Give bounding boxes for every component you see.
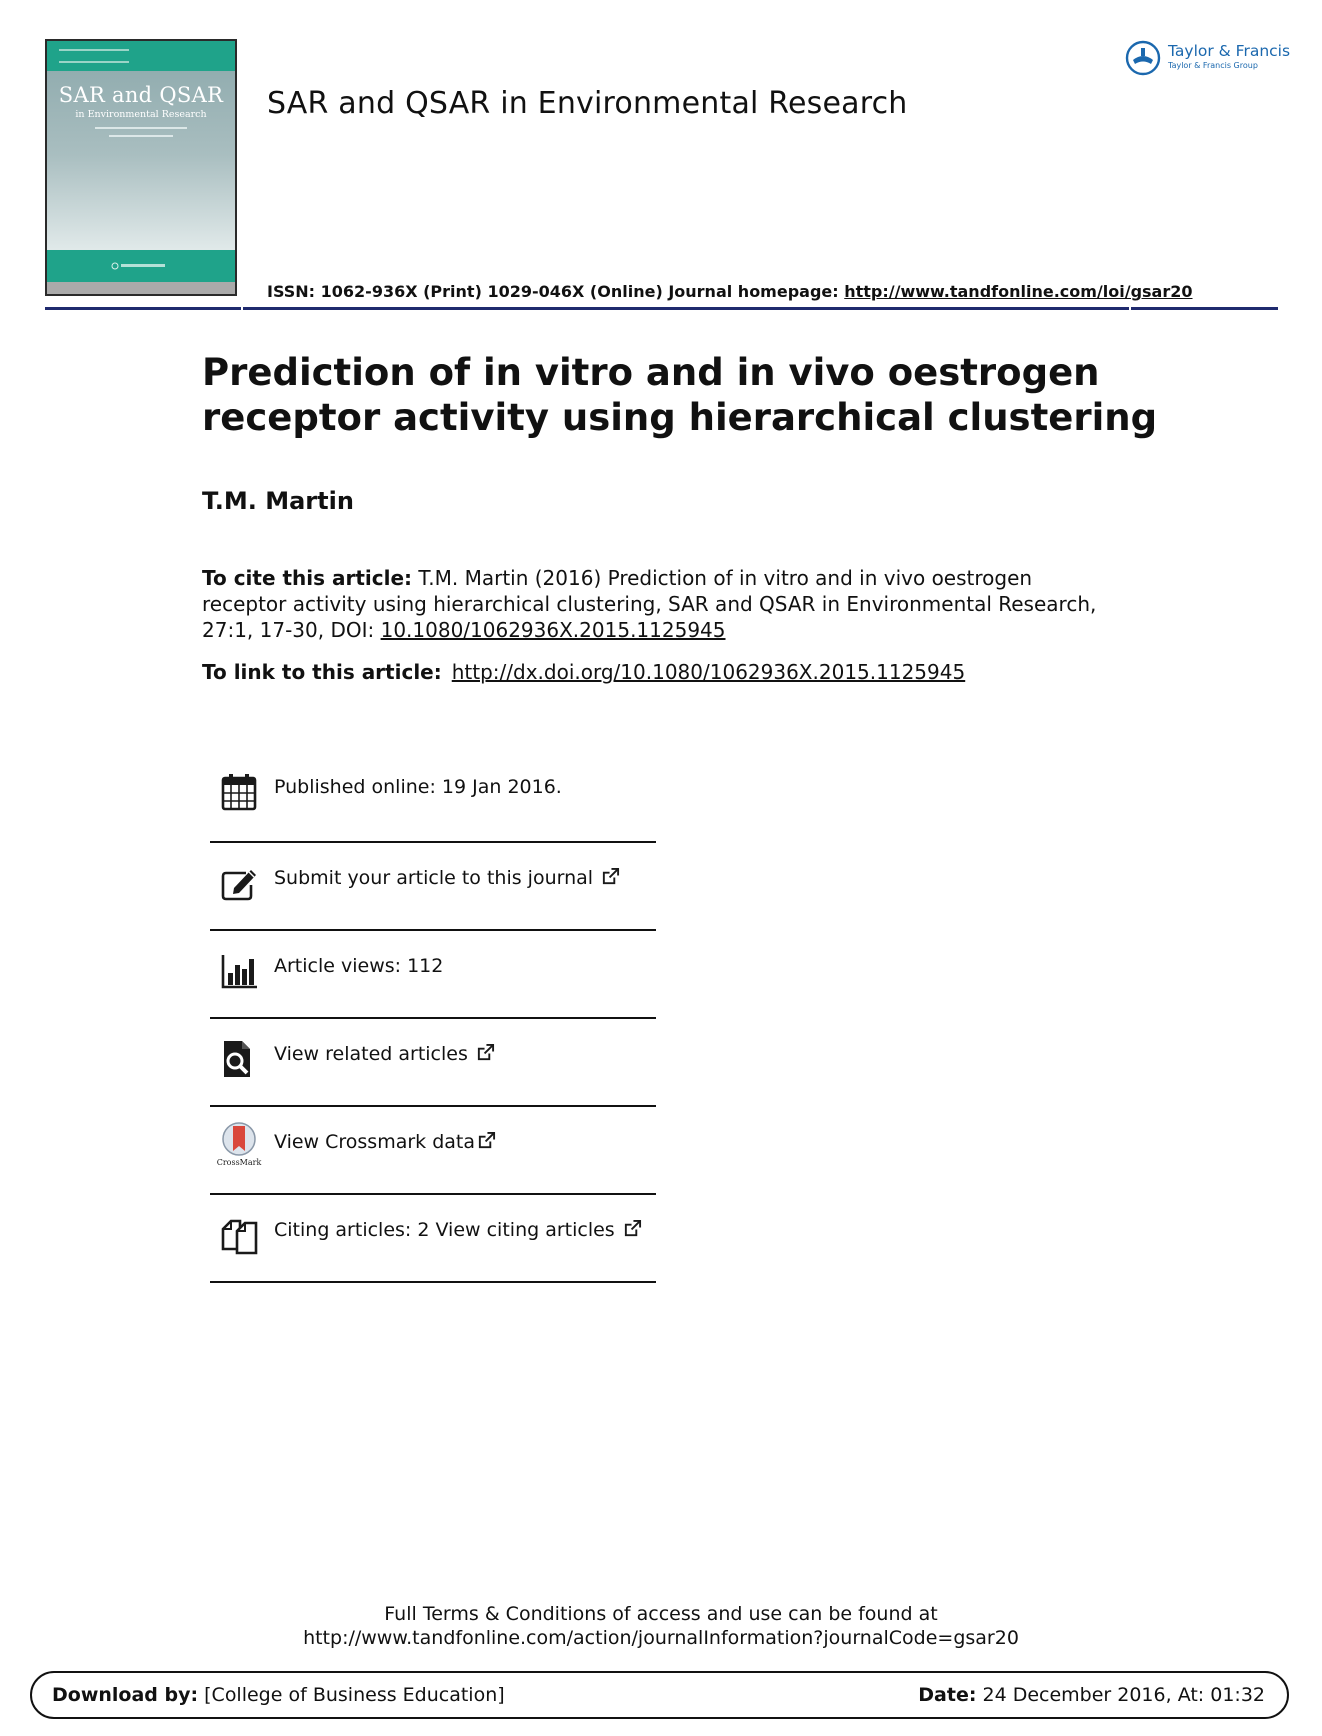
- submit-article-text: Submit your article to this journal: [274, 867, 594, 889]
- journal-homepage-link[interactable]: http://www.tandfonline.com/loi/gsar20: [844, 282, 1193, 301]
- header-divider: [45, 307, 1278, 310]
- cover-foot-strip: [47, 282, 235, 294]
- header-divider-gap: [241, 305, 243, 313]
- published-online-item: [210, 752, 656, 843]
- external-link-icon: [623, 1219, 642, 1238]
- article-title: [202, 350, 1202, 440]
- article-link-line: [202, 660, 965, 684]
- document-search-icon: [220, 1039, 258, 1079]
- article-title-line: Prediction of in vitro and in vivo oestrogen: [202, 351, 1100, 394]
- submit-article-link[interactable]: [274, 867, 620, 889]
- external-link-icon: [601, 867, 620, 886]
- related-articles-link[interactable]: [274, 1043, 495, 1065]
- cover-title: SAR and QSAR: [58, 83, 224, 107]
- cover-text-line: [95, 127, 187, 129]
- citation: [202, 565, 1102, 643]
- citation-doi-link[interactable]: 10.1080/1062936X.2015.1125945: [380, 618, 726, 642]
- article-link-label: To link to this article:: [202, 660, 442, 684]
- download-info-bar: [30, 1671, 1289, 1719]
- cover-masthead-lines: [59, 49, 129, 63]
- bar-chart-icon: [220, 951, 258, 991]
- citation-label: To cite this article:: [202, 566, 413, 590]
- journal-name: SAR and QSAR in Environmental Research: [267, 86, 908, 121]
- journal-cover-image: [45, 39, 237, 296]
- terms-and-conditions: [0, 1602, 1322, 1650]
- terms-line: Full Terms & Conditions of access and use can be found at: [384, 1603, 938, 1625]
- crossmark-icon: [216, 1121, 262, 1167]
- citing-articles-text: Citing articles: 2 View citing articles: [274, 1219, 615, 1241]
- cover-bottom-band: [47, 250, 235, 282]
- external-link-icon: [477, 1131, 496, 1150]
- copy-documents-icon: [220, 1215, 258, 1255]
- calendar-icon: [220, 772, 258, 812]
- citing-articles-link[interactable]: [274, 1219, 642, 1241]
- related-articles-item[interactable]: [210, 1019, 656, 1107]
- article-title-line: receptor activity using hierarchical clustering: [202, 396, 1158, 439]
- submit-article-item[interactable]: [210, 843, 656, 931]
- issn-line: [267, 282, 1193, 301]
- cover-publisher-logo: [111, 262, 171, 270]
- external-link-icon: [476, 1043, 495, 1062]
- download-by-value: [College of Business Education]: [198, 1684, 505, 1706]
- crossmark-logo-text: CrossMark: [216, 1158, 262, 1167]
- publisher-name: Taylor & Francis: [1168, 42, 1291, 60]
- header-divider-gap: [1129, 305, 1131, 313]
- article-views-text: Article views: 112: [274, 955, 444, 977]
- published-online-text: Published online: 19 Jan 2016.: [274, 776, 562, 798]
- download-by-label: Download by:: [52, 1684, 199, 1706]
- cover-text-line: [109, 135, 173, 137]
- download-date: [918, 1684, 1265, 1706]
- crossmark-text: View Crossmark data: [274, 1131, 476, 1153]
- article-views-item: [210, 931, 656, 1019]
- terms-url-link[interactable]: http://www.tandfonline.com/action/journalInformation?journalCode=gsar20: [303, 1627, 1019, 1649]
- citing-articles-item[interactable]: [210, 1195, 656, 1283]
- issn-text: ISSN: 1062-936X (Print) 1029-046X (Online) Journal homepage:: [267, 282, 845, 301]
- article-doi-url-link[interactable]: http://dx.doi.org/10.1080/1062936X.2015.1125945: [451, 660, 966, 684]
- citation-text: T.M. Martin (2016) Prediction of in vitro and in vivo oestrogen receptor activity using hierarchical clustering, SAR and QSAR in Environmental Research, 27:1, 17-30, DOI:: [202, 566, 1097, 642]
- publisher-group: Taylor & Francis Group: [1168, 61, 1258, 70]
- download-by: [52, 1684, 505, 1706]
- download-date-label: Date:: [918, 1684, 977, 1706]
- article-author: T.M. Martin: [202, 487, 354, 515]
- related-articles-text: View related articles: [274, 1043, 468, 1065]
- download-date-value: 24 December 2016, At: 01:32: [976, 1684, 1265, 1706]
- edit-icon: [220, 863, 258, 903]
- crossmark-link[interactable]: [274, 1131, 496, 1153]
- article-info-list: [210, 752, 656, 1283]
- cover-subtitle: in Environmental Research: [75, 109, 207, 120]
- crossmark-item[interactable]: [210, 1107, 656, 1195]
